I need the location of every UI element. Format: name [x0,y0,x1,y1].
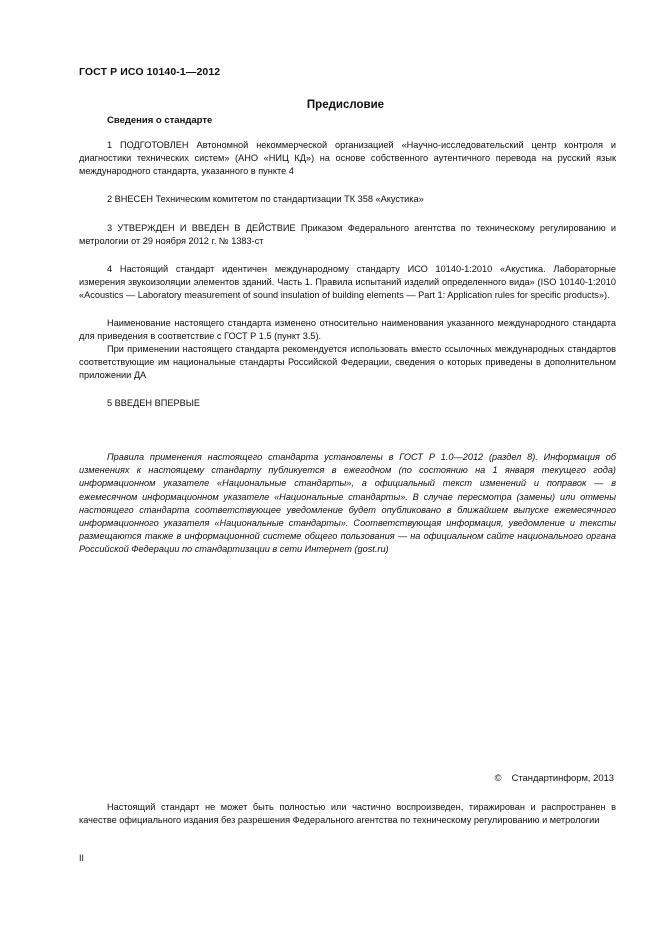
copyright-symbol: © [494,772,502,783]
paragraph-text: 2 ВНЕСЕН Техническим комитетом по стандартизации ТК 358 «Акустика» [107,194,424,204]
section-subtitle: Сведения о стандарте [107,115,213,126]
document-code-header: ГОСТ Р ИСО 10140-1—2012 [79,66,221,78]
paragraph-prepared-by [79,139,616,179]
legal-text: Настоящий стандарт не может быть полностью или частично воспроизведен, тиражирован и распространен в качестве официального издания без разрешения Федерального агентства по техническому регулированию и метрологии [79,802,616,826]
paragraph-text: 5 ВВЕДЕН ВПЕРВЫЕ [107,398,200,408]
paragraph-identical-standard [79,263,616,303]
legal-notice [79,801,616,827]
paragraph-text: 1 ПОДГОТОВЛЕН Автономной некоммерческой организацией «Научно-исследовательский центр контроля и диагностики технических систем» (АНО «НИЦ КД») на основе собственного аутентичного перевода на русский язык международного стандарта, указанного в пункте 4 [79,140,616,177]
copyright-holder: Стандартинформ, 2013 [511,772,614,783]
paragraph-references [79,343,616,383]
page-number: II [79,853,85,863]
notice-text: Правила применения настоящего стандарта установлены в ГОСТ Р 1.0—2012 (раздел 8). Информация об изменениях к настоящему стандарту публикуется в ежегодном (по состоянию на 1 января текущего года) информационном указателе «Национальные стандарты», а официальный текст изменений и поправок — в ежемесячном информационном указателе «Национальные стандарты». В случае пересмотра (замены) или отмены настоящего стандарта соответствующее уведомление будет опубликовано в ближайшем выпуске ежемесячного информационного указателя «Национальные стандарты». Соответствующая информация, уведомление и тексты размещаются также в информационной системе общего пользования — на официальном сайте национального органа Российской Федерации по стандартизации в сети Интернет (gost.ru) [79,452,616,555]
notice-block [79,451,616,557]
paragraph-submitted-by [79,193,616,206]
paragraph-text: 3 УТВЕРЖДЕН И ВВЕДЕН В ДЕЙСТВИЕ Приказом Федерального агентства по техническому регулированию и метрологии от 29 ноября 2012 г. № 1383-ст [79,223,616,247]
page-title: Предисловие [306,99,385,111]
copyright-line [495,772,614,783]
paragraph-text: 4 Настоящий стандарт идентичен международному стандарту ИСО 10140-1:2010 «Акустика. Лабораторные измерения звукоизоляции элементов зданий. Часть 1. Правила испытаний изделий определенного вида» (ISO 10140-1:2010 «Acoustics — Laboratory measurement of sound insulation of building elements — Part 1: Application rules for specific products»). [79,264,616,301]
paragraph-name-changed [79,317,616,343]
paragraph-text: Наименование настоящего стандарта изменено относительно наименования указанного международного стандарта для приведения в соответствие с ГОСТ Р 1.5 (пункт 3.5). [79,318,616,342]
paragraph-first-introduced [79,397,616,410]
paragraph-text: При применении настоящего стандарта рекомендуется использовать вместо ссылочных международных стандартов соответствующие им национальные стандарты Российской Федерации, сведения о которых приведены в дополнительном приложении ДА [79,344,616,381]
paragraph-approved [79,222,616,248]
